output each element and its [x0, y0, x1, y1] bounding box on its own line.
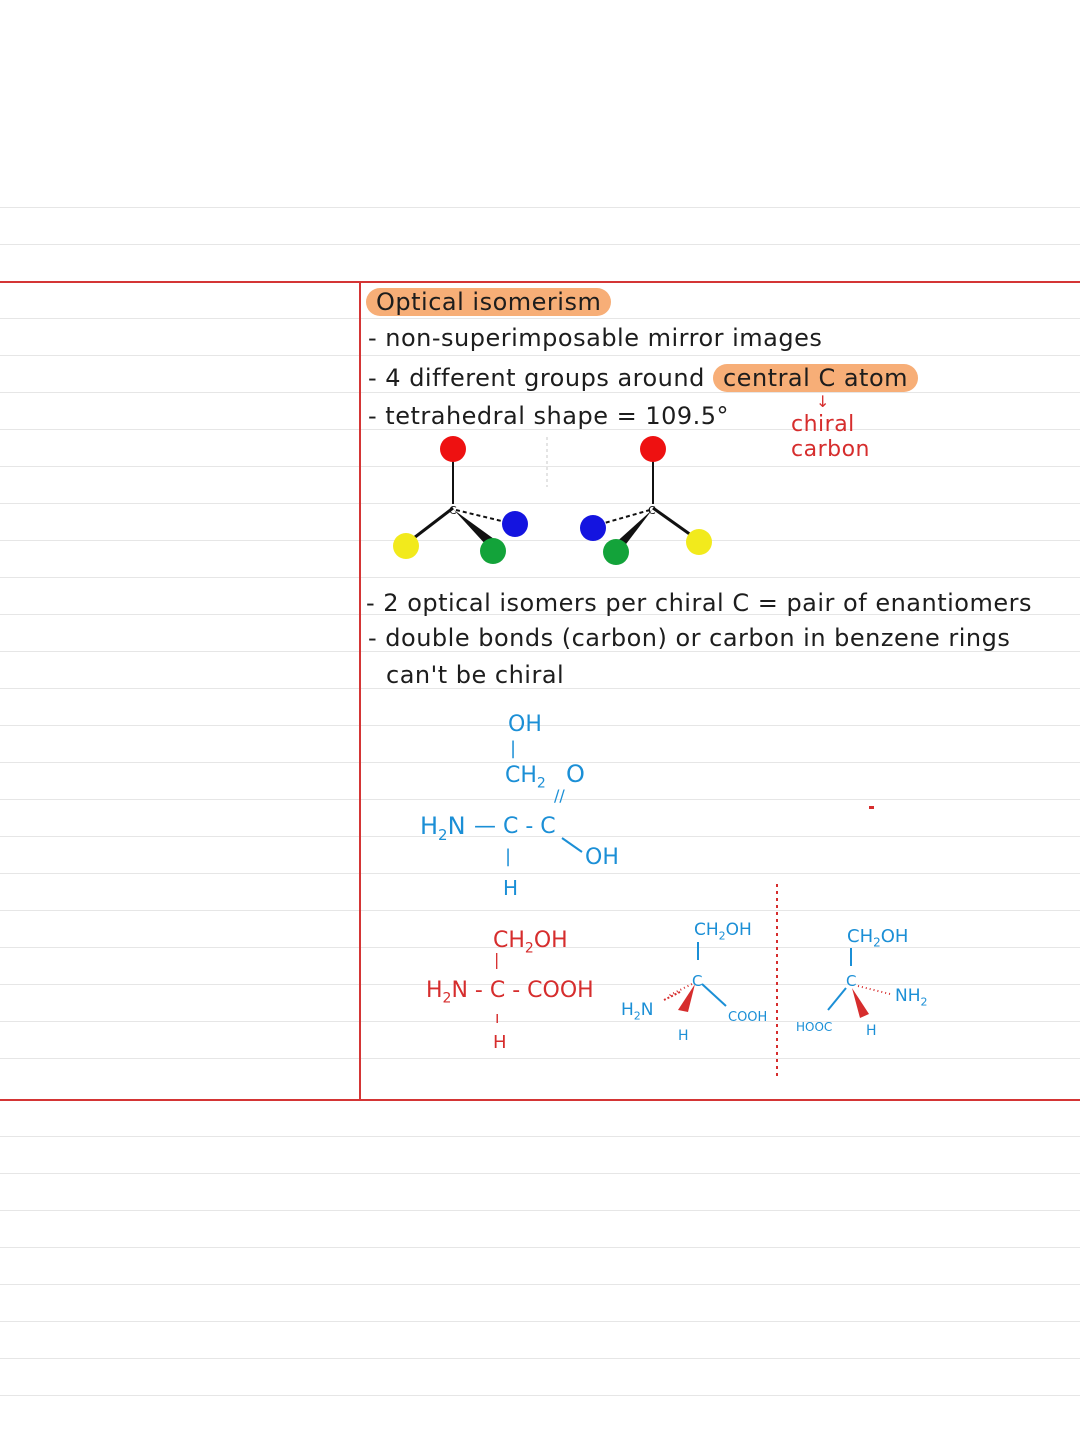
central-c-highlight: central C atom — [713, 364, 918, 392]
e1-oh: OH — [725, 920, 752, 940]
e1-sub: 2 — [718, 929, 726, 943]
e2-c: C — [846, 972, 857, 990]
e1-left — [621, 1000, 654, 1022]
s1-backbone: — C - C — [474, 814, 556, 839]
frame-top-border — [0, 281, 1080, 283]
s1-ch2-text: CH — [505, 763, 537, 788]
s2-sub: 2 — [524, 940, 534, 957]
atom-front-green-mirror — [603, 539, 629, 565]
s1-ch2-sub: 2 — [536, 775, 546, 792]
heading-highlight: Optical isomerism — [366, 288, 611, 316]
note-line-3: - tetrahedral shape = 109.5° — [368, 402, 730, 430]
atom-left-yellow — [393, 533, 419, 559]
note-line-6: can't be chiral — [386, 661, 565, 689]
s1-carbonyl-o: O — [566, 760, 585, 788]
mirror-dotted-line — [775, 884, 779, 1080]
s1-amine — [420, 812, 466, 844]
e2-h-bottom: H — [866, 1023, 877, 1039]
s2-bar-top: | — [494, 950, 500, 969]
s1-bar-top: | — [510, 738, 517, 759]
molecule-right — [580, 436, 712, 565]
e2-nh-sub: 2 — [920, 995, 928, 1009]
e2-ch: CH — [847, 926, 874, 947]
e1-n: N — [640, 1000, 654, 1020]
s1-h-sub: 2 — [438, 825, 448, 844]
chiral-arrow: ↓ — [816, 392, 830, 411]
s2-main — [426, 978, 594, 1006]
e1-ch: CH — [694, 920, 719, 940]
s2-chain: N - C - COOH — [451, 978, 594, 1003]
stray-pen-mark — [869, 806, 874, 809]
s1-n: N — [447, 812, 466, 840]
s1-h-bottom: H — [503, 876, 519, 900]
note-line-4: - 2 optical isomers per chiral C = pair of enantiomers — [366, 589, 1032, 617]
chiral-label-2: carbon — [791, 437, 870, 462]
s1-ch2 — [505, 763, 546, 791]
center-carbon-label-right: C — [648, 504, 656, 517]
e1-c: C — [692, 972, 703, 990]
s2-h-bottom: H — [493, 1032, 507, 1053]
s1-oh-top: OH — [508, 712, 542, 737]
atom-right-blue — [502, 511, 528, 537]
mirror-molecule-models — [388, 432, 716, 572]
e2-nh: NH — [895, 986, 921, 1006]
note-line-5: - double bonds (carbon) or carbon in benzene rings — [368, 624, 1011, 652]
center-carbon-label-left: C — [449, 504, 457, 517]
e1-h-bottom: H — [678, 1028, 689, 1044]
e1-h: H — [621, 1000, 634, 1020]
atom-top-red-mirror — [640, 436, 666, 462]
atom-front-green — [480, 538, 506, 564]
atom-top-red — [440, 436, 466, 462]
chiral-label-1: chiral — [791, 412, 855, 437]
s2-bar-bottom: ı — [495, 1008, 500, 1027]
s2-ch: CH — [493, 928, 525, 953]
note-line-1: - non-superimposable mirror images — [368, 324, 823, 352]
s1-bar-bottom: | — [505, 846, 512, 867]
s2-h: H — [426, 978, 443, 1003]
s1-h: H — [420, 812, 439, 840]
molecule-left — [393, 436, 528, 564]
e2-sub: 2 — [873, 935, 881, 950]
s2-oh: OH — [533, 928, 568, 953]
e2-oh: OH — [880, 926, 909, 947]
heading — [366, 288, 611, 316]
e2-right — [895, 986, 928, 1008]
s1-oh-right: OH — [585, 845, 619, 870]
cue-column-divider — [359, 281, 361, 1101]
frame-bottom-border — [0, 1099, 1080, 1101]
atom-right-yellow-mirror — [686, 529, 712, 555]
e1-cooh: COOH — [728, 1010, 768, 1025]
s2-top — [493, 928, 568, 956]
s1-oh-bond — [560, 836, 586, 856]
note-line-2 — [368, 364, 918, 392]
e2-hooc: HOOC — [796, 1020, 833, 1034]
e1-h-sub: 2 — [633, 1009, 641, 1023]
s1-double-bond: // — [554, 786, 565, 805]
s2-h-sub: 2 — [442, 990, 452, 1007]
note-line-2-text: - 4 different groups around — [368, 364, 705, 392]
atom-left-blue-mirror — [580, 515, 606, 541]
